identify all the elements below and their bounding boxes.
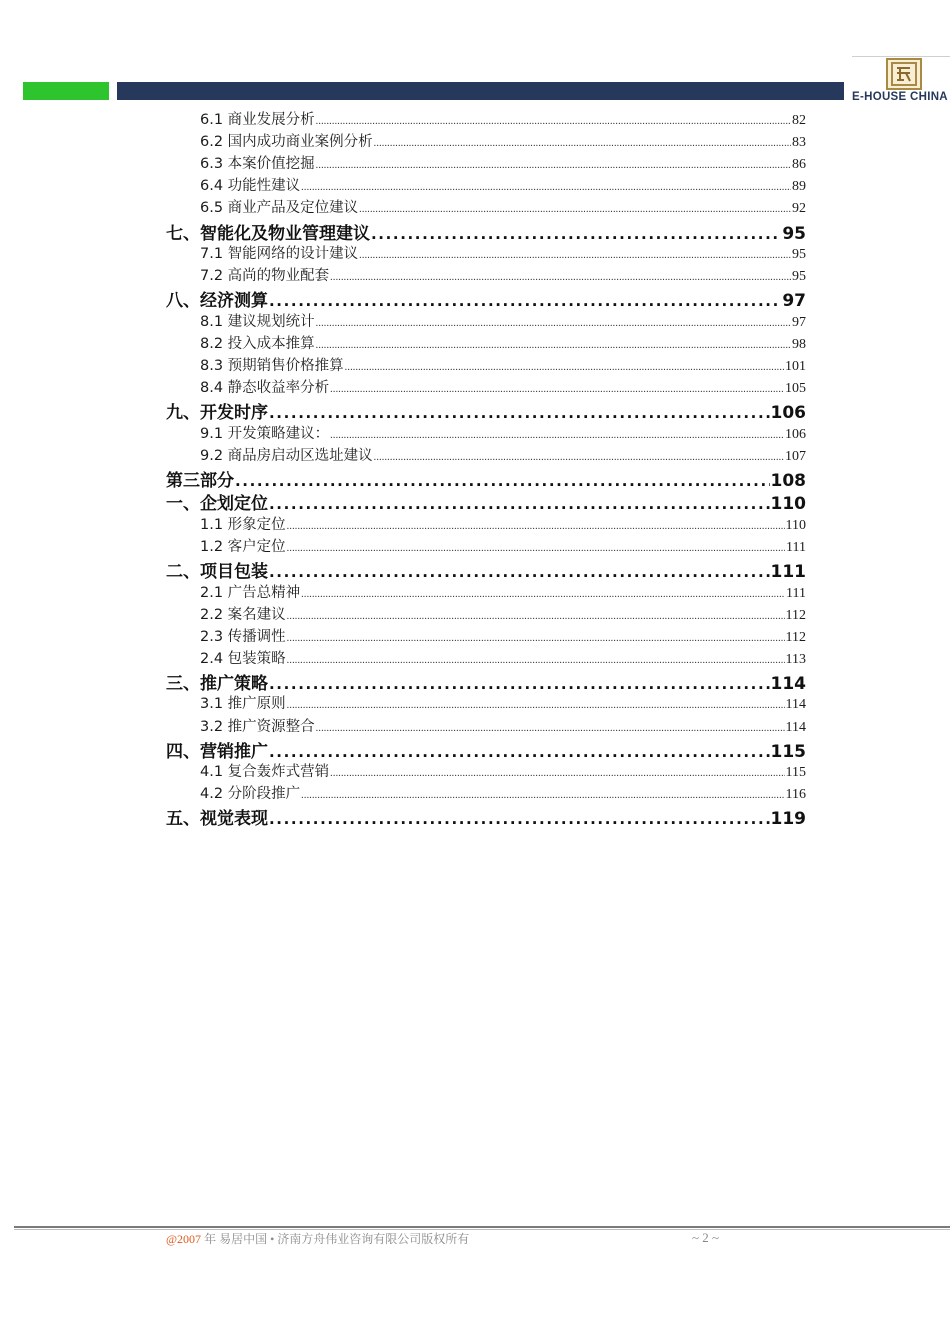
toc-section-entry[interactable]: [200, 376, 806, 398]
toc-leader-dots: [316, 116, 791, 127]
toc-leader-dots: [269, 404, 770, 422]
toc-entry-title: 1.1 形象定位: [200, 516, 286, 533]
toc-leader-dots: [359, 250, 791, 261]
toc-chapter-entry[interactable]: [166, 286, 806, 310]
page-number: ~ 2 ~: [692, 1230, 720, 1245]
toc-section-entry[interactable]: [200, 310, 806, 332]
toc-entry-title: 四、营销推广: [166, 741, 268, 762]
toc-entry-page: 106: [770, 403, 806, 424]
toc-entry-title: 五、视觉表现: [166, 809, 268, 830]
toc-section-entry[interactable]: [200, 513, 806, 535]
brand-name: E-HOUSE CHINA: [852, 91, 948, 103]
toc-entry-title: 9.1 开发策略建议：: [200, 425, 330, 442]
toc-leader-dots: [345, 362, 784, 373]
toc-leader-dots: [287, 633, 785, 644]
toc-entry-title: 八、经济测算: [166, 291, 268, 312]
toc-chapter-entry[interactable]: [166, 669, 806, 693]
toc-entry-title: 3.1 推广原则: [200, 696, 286, 713]
toc-leader-dots: [287, 521, 785, 532]
toc-entry-page: 112: [785, 607, 806, 623]
toc-section-entry[interactable]: [200, 715, 806, 737]
toc-chapter-entry[interactable]: [166, 219, 806, 243]
toc-leader-dots: [269, 810, 770, 828]
toc-chapter-entry[interactable]: [166, 804, 806, 828]
toc-entry-page: 101: [785, 358, 806, 374]
toc-leader-dots: [287, 611, 785, 622]
toc-leader-dots: [269, 743, 770, 761]
toc-leader-dots: [374, 452, 784, 463]
toc-entry-title: 6.2 国内成功商业案例分析: [200, 134, 373, 151]
toc-entry-page: 115: [785, 765, 806, 781]
toc-entry-title: 6.4 功能性建议: [200, 178, 301, 195]
toc-entry-page: 119: [770, 809, 806, 830]
toc-entry-page: 111: [786, 539, 806, 555]
toc-entry-title: 9.2 商品房启动区选址建议: [200, 447, 373, 464]
toc-leader-dots: [269, 675, 770, 693]
toc-entry-page: 110: [770, 494, 806, 515]
toc-entry-title: 7.1 智能网络的设计建议: [200, 246, 359, 262]
toc-entry-page: 92: [792, 201, 806, 217]
toc-entry-title: 7.2 高尚的物业配套: [200, 268, 330, 285]
toc-leader-dots: [330, 768, 784, 779]
copyright-year: @2007: [166, 1232, 202, 1246]
footer-rule: [14, 1226, 950, 1228]
toc-leader-dots: [301, 589, 785, 600]
toc-section-entry[interactable]: [200, 108, 806, 130]
toc-entry-page: 86: [792, 157, 806, 173]
toc-section-entry[interactable]: [200, 196, 806, 218]
toc-leader-dots: [269, 495, 770, 513]
toc-entry-page: 89: [792, 179, 806, 195]
toc-entry-title: 七、智能化及物业管理建议: [166, 223, 370, 244]
toc-entry-title: 一、企划定位: [166, 494, 268, 515]
toc-entry-page: 97: [792, 314, 806, 330]
toc-entry-page: 95: [792, 247, 806, 262]
toc-entry-page: 105: [785, 381, 806, 396]
toc-entry-page: 106: [785, 426, 806, 442]
toc-section-entry[interactable]: [200, 535, 806, 557]
toc-entry-page: 111: [770, 562, 806, 582]
toc-entry-page: 115: [770, 741, 806, 762]
toc-entry-title: 2.3 传播调性: [200, 628, 286, 645]
toc-entry-page: 113: [785, 651, 806, 667]
toc-entry-page: 97: [782, 291, 806, 312]
toc-entry-page: 114: [785, 719, 806, 735]
toc-entry-title: 3.2 推广资源整合: [200, 718, 315, 735]
toc-entry-title: 二、项目包装: [166, 562, 268, 582]
toc-chapter-entry[interactable]: [166, 398, 806, 422]
toc-entry-page: 108: [770, 470, 806, 491]
toc-entry-title: 8.1 建议规划统计: [200, 313, 315, 330]
toc-leader-dots: [287, 655, 785, 666]
toc-leader-dots: [374, 138, 791, 149]
toc-chapter-entry[interactable]: [166, 466, 806, 490]
toc-entry-page: 83: [792, 135, 806, 151]
toc-leader-dots: [287, 700, 785, 711]
toc-entry-page: 95: [792, 269, 806, 285]
toc-entry-page: 95: [782, 223, 806, 244]
toc-entry-title: 6.3 本案价值挖掘: [200, 156, 315, 173]
toc-leader-dots: [301, 182, 791, 193]
toc-section-entry[interactable]: [200, 444, 806, 466]
toc-leader-dots: [330, 272, 791, 283]
toc-section-entry[interactable]: [200, 647, 806, 669]
footer-copyright: [166, 1230, 469, 1247]
toc-entry-page: 82: [792, 113, 806, 128]
toc-section-entry[interactable]: [200, 692, 806, 714]
toc-entry-page: 110: [785, 517, 806, 533]
toc-section-entry[interactable]: [200, 782, 806, 804]
toc-entry-title: 九、开发时序: [166, 403, 268, 424]
toc-chapter-entry[interactable]: [166, 557, 806, 581]
toc-entry-page: 107: [785, 448, 806, 464]
toc-section-entry[interactable]: [200, 625, 806, 647]
toc-entry-title: 8.2 投入成本推算: [200, 335, 315, 352]
toc-entry-page: 114: [770, 673, 806, 694]
footer-rule-light: [14, 1229, 950, 1230]
toc-leader-dots: [235, 472, 770, 490]
toc-section-entry[interactable]: [200, 264, 806, 286]
toc-entry-page: 111: [786, 585, 806, 601]
toc-leader-dots: [316, 160, 791, 171]
toc-leader-dots: [316, 340, 791, 351]
toc-leader-dots: [269, 292, 781, 310]
toc-leader-dots: [316, 318, 791, 329]
toc-section-entry[interactable]: [200, 174, 806, 196]
toc-section-entry[interactable]: [200, 354, 806, 376]
toc-entry-title: 4.2 分阶段推广: [200, 786, 301, 803]
toc-section-entry[interactable]: [200, 152, 806, 174]
toc-section-entry[interactable]: [200, 130, 806, 152]
toc-leader-dots: [330, 430, 784, 441]
header-navy-bar: [117, 82, 844, 100]
toc-entry-title: 2.4 包装策略: [200, 650, 286, 667]
toc-entry-title: 1.2 客户定位: [200, 538, 286, 555]
toc-entry-page: 116: [785, 787, 806, 803]
toc-entry-title: 4.1 复合轰炸式营销: [200, 764, 330, 781]
toc-entry-page: 114: [785, 697, 806, 713]
toc-chapter-entry[interactable]: [166, 737, 806, 761]
toc-section-entry[interactable]: [200, 422, 806, 444]
toc-section-entry[interactable]: [200, 603, 806, 625]
toc-entry-title: 三、推广策略: [166, 673, 268, 694]
logo-divider: [852, 56, 950, 57]
toc-section-entry[interactable]: [200, 332, 806, 354]
toc-leader-dots: [316, 723, 785, 734]
toc-entry-title: 2.1 广告总精神: [200, 584, 301, 601]
toc-leader-dots: [301, 790, 784, 801]
toc-entry-page: 98: [792, 336, 806, 352]
header-green-bar: [23, 82, 109, 100]
toc-entry-title: 第三部分: [166, 470, 234, 491]
e-house-seal-logo-icon: [886, 58, 922, 90]
toc-entry-title: 6.5 商业产品及定位建议: [200, 200, 359, 217]
toc-section-entry[interactable]: [200, 242, 806, 264]
toc-entry-page: 112: [785, 629, 806, 645]
toc-entry-title: 8.4 静态收益率分析: [200, 380, 330, 396]
toc-leader-dots: [287, 543, 785, 554]
toc-entry-title: 6.1 商业发展分析: [200, 112, 315, 128]
toc-entry-title: 8.3 预期销售价格推算: [200, 357, 344, 374]
toc-leader-dots: [371, 225, 781, 243]
toc-leader-dots: [269, 563, 770, 581]
toc-entry-title: 2.2 案名建议: [200, 606, 286, 623]
toc-chapter-entry[interactable]: [166, 489, 806, 513]
toc-leader-dots: [330, 384, 784, 395]
toc-leader-dots: [359, 204, 791, 215]
toc-section-entry[interactable]: [200, 581, 806, 603]
toc-section-entry[interactable]: [200, 760, 806, 782]
copyright-text: 年 易居中国 • 济南方舟伟业咨询有限公司版权所有: [201, 1232, 470, 1246]
